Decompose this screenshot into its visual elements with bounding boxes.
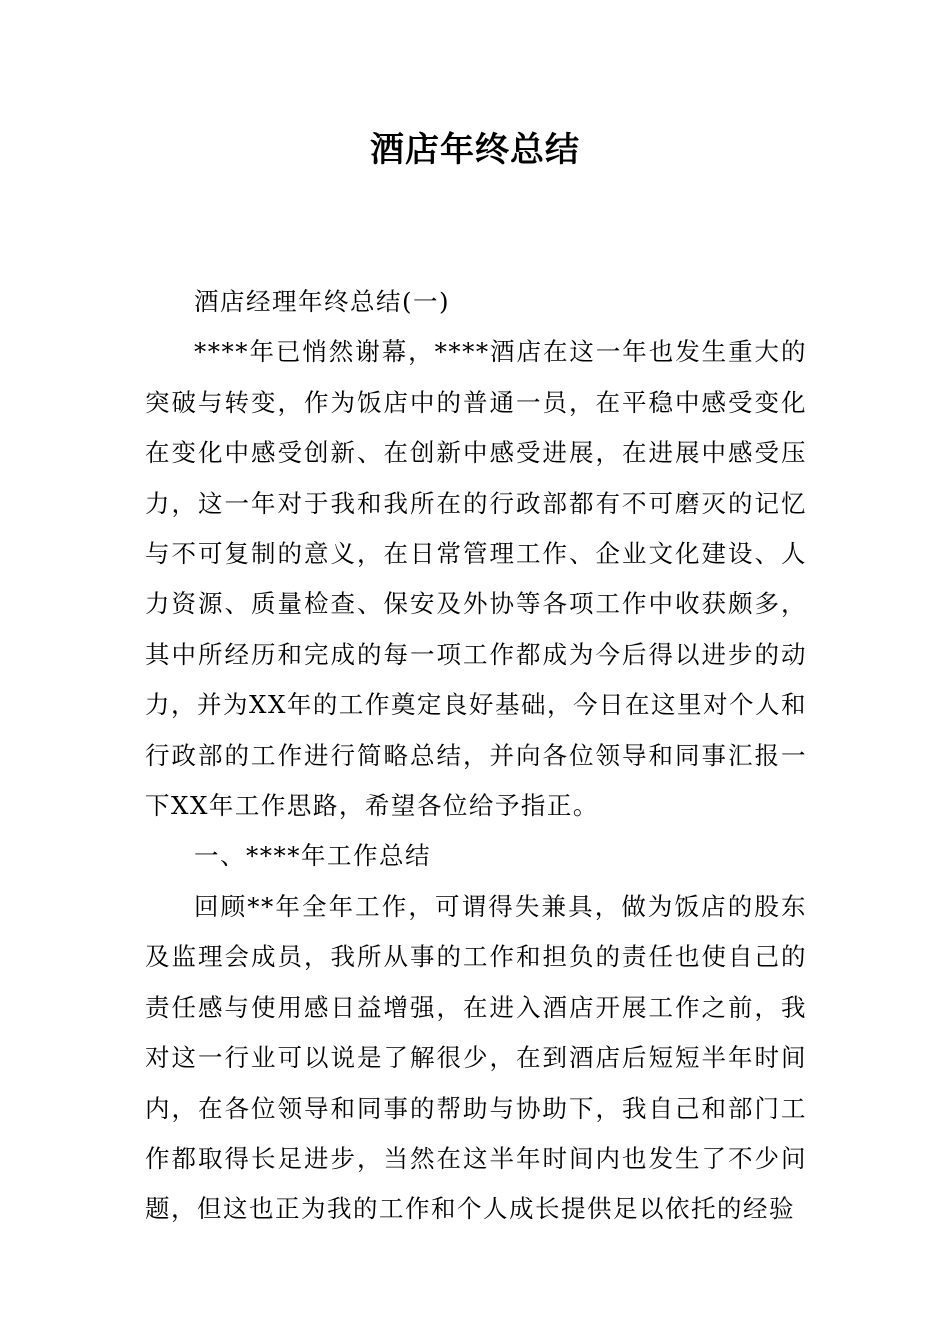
paragraph-review: 回顾**年全年工作，可谓得失兼具，做为饭店的股东及监理会成员，我所从事的工作和担负的责任也使自己的责任感与使用感日益增强，在进入酒店开展工作之前，我对这一行业可以说是了解很少，在到酒店后短短半年时间内，在各位领导和同事的帮助与协助下，我自己和部门工作都取得长足进步，当然在这半年时间内也发生了不少问题，但这也正为我的工作和个人成长提供足以依托的经验 bbox=[145, 891, 807, 1224]
paragraph-intro: ****年已悄然谢幕，****酒店在这一年也发生重大的突破与转变，作为饭店中的普通一员，在平稳中感受变化在变化中感受创新、在创新中感受进展，在进展中感受压力，这一年对于我和我所在的行政部都有不可磨灭的记忆与不可复制的意义，在日常管理工作、企业文化建设、人力资源、质量检查、保安及外协等各项工作中收获颇多，其中所经历和完成的每一项工作都成为今后得以进步的动力，并为XX年的工作奠定良好基础，今日在这里对个人和行政部的工作进行简略总结，并向各位领导和同事汇报一下XX年工作思路，希望各位给予指正。 bbox=[145, 337, 807, 821]
document-title: 酒店年终总结 bbox=[370, 130, 580, 170]
paragraph-subtitle: 酒店经理年终总结(一) bbox=[194, 287, 451, 316]
paragraph-section-heading: 一、****年工作总结 bbox=[194, 841, 431, 871]
document-body bbox=[145, 277, 807, 1235]
